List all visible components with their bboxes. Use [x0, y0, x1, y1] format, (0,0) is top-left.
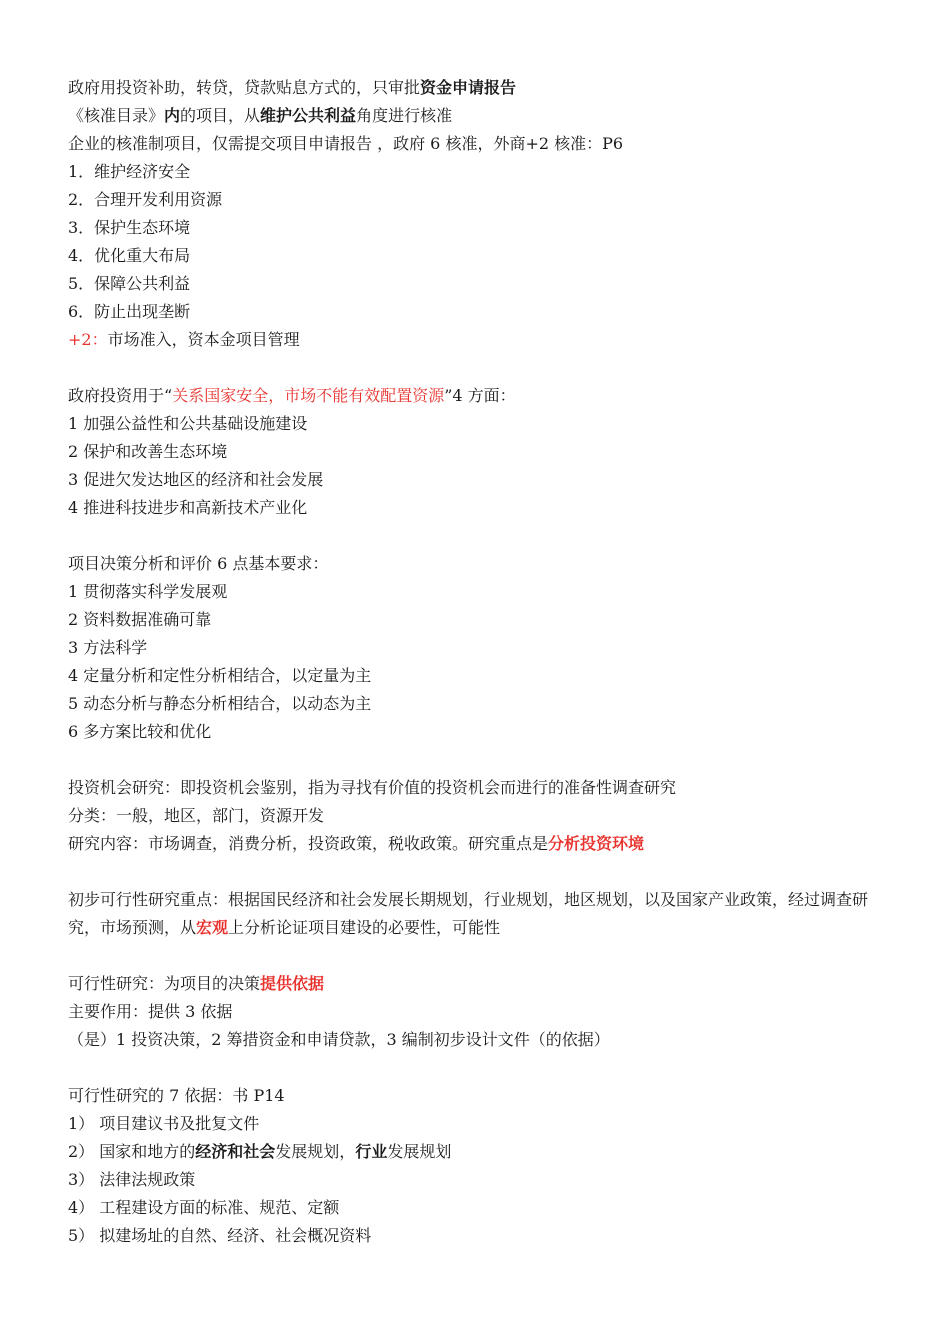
list-item: 6 多方案比较和优化: [68, 722, 212, 741]
list-item: 1．维护经济安全: [68, 162, 191, 181]
list-item: 3） 法律法规政策: [68, 1170, 196, 1189]
basis-list-line: （是）1 投资决策，2 筹措资金和申请贷款，3 编制初步设计文件（的依据）: [68, 1030, 610, 1049]
text: 政府投资用于“: [68, 386, 173, 405]
bold-red-text: 分析投资环境: [548, 834, 645, 853]
text: 上分析论证项目建设的必要性，可能性: [228, 918, 501, 937]
text: 政府用投资补助，转贷，贷款贴息方式的，只审批: [68, 78, 421, 97]
bold-text: 资金申请报告: [420, 78, 517, 97]
red-text: 关系国家安全，市场不能有效配置资源: [172, 386, 445, 405]
seven-basis-heading: 可行性研究的 7 依据：书 P14: [68, 1086, 285, 1105]
text: ”4 方面：: [444, 386, 516, 405]
bold-text: 行业: [355, 1142, 388, 1161]
document-body: [68, 74, 888, 1250]
red-text: +2：: [68, 330, 108, 349]
spacer: [68, 354, 888, 382]
list-item: 5．保障公共利益: [68, 274, 191, 293]
gov-invest-heading: [68, 382, 888, 410]
text: 角度进行核准: [356, 106, 453, 125]
text: 市场准入，资本金项目管理: [107, 330, 300, 349]
list-item: 3 方法科学: [68, 638, 148, 657]
text: 发展规划: [387, 1142, 452, 1161]
text: 研究内容：市场调查，消费分析，投资政策，税收政策。研究重点是: [68, 834, 549, 853]
approval-note-line: [68, 74, 888, 102]
catalog-note-line: [68, 102, 888, 130]
text: 《核准目录》: [68, 106, 165, 125]
spacer: [68, 858, 888, 886]
list-item: 6．防止出现垄断: [68, 302, 191, 321]
enterprise-note-line: 企业的核准制项目，仅需提交项目申请报告 ，政府 6 核准，外商+2 核准：P6: [68, 134, 624, 153]
bold-text: 内: [164, 106, 181, 125]
list-item: [68, 1138, 888, 1166]
list-item: 2．合理开发利用资源: [68, 190, 223, 209]
text: 发展规划，: [275, 1142, 356, 1161]
bold-text: 维护公共利益: [260, 106, 357, 125]
bold-text: 经济和社会: [195, 1142, 276, 1161]
spacer: [68, 746, 888, 774]
requirements-heading: 项目决策分析和评价 6 点基本要求：: [68, 554, 329, 573]
text: 可行性研究：为项目的决策: [68, 974, 261, 993]
preliminary-study-paragraph: [68, 886, 888, 942]
main-role-line: 主要作用：提供 3 依据: [68, 1002, 233, 1021]
list-item: 3．保护生态环境: [68, 218, 191, 237]
bold-red-text: 宏观: [196, 918, 229, 937]
list-item: 3 促进欠发达地区的经济和社会发展: [68, 470, 324, 489]
spacer: [68, 942, 888, 970]
research-content-line: [68, 830, 888, 858]
list-item: 4） 工程建设方面的标准、规范、定额: [68, 1198, 340, 1217]
list-item: 5 动态分析与静态分析相结合，以动态为主: [68, 694, 372, 713]
text: 2） 国家和地方的: [68, 1142, 196, 1161]
text: 初步可行性研究重点：根据国民经济和社会发展长期规划，行业规划，地区规划，以及国家产业政策，经过调查研究，市场预测，从: [68, 890, 869, 937]
list-item: 1 贯彻落实科学发展观: [68, 582, 228, 601]
list-item: 2 保护和改善生态环境: [68, 442, 228, 461]
list-item: 4．优化重大布局: [68, 246, 191, 265]
list-item: 1） 项目建议书及批复文件: [68, 1114, 260, 1133]
list-item: 5） 拟建场址的自然、经济、社会概况资料: [68, 1226, 372, 1245]
plus-two-line: [68, 326, 888, 354]
classification-line: 分类：一般，地区，部门，资源开发: [68, 806, 325, 825]
bold-red-text: 提供依据: [260, 974, 325, 993]
list-item: 1 加强公益性和公共基础设施建设: [68, 414, 308, 433]
text: 的项目，从: [180, 106, 261, 125]
spacer: [68, 522, 888, 550]
list-item: 2 资料数据准确可靠: [68, 610, 212, 629]
feasibility-study-line: [68, 970, 888, 998]
list-item: 4 定量分析和定性分析相结合，以定量为主: [68, 666, 372, 685]
spacer: [68, 1054, 888, 1082]
list-item: 4 推进科技进步和高新技术产业化: [68, 498, 308, 517]
opportunity-study-line: 投资机会研究：即投资机会鉴别，指为寻找有价值的投资机会而进行的准备性调查研究: [68, 778, 677, 797]
